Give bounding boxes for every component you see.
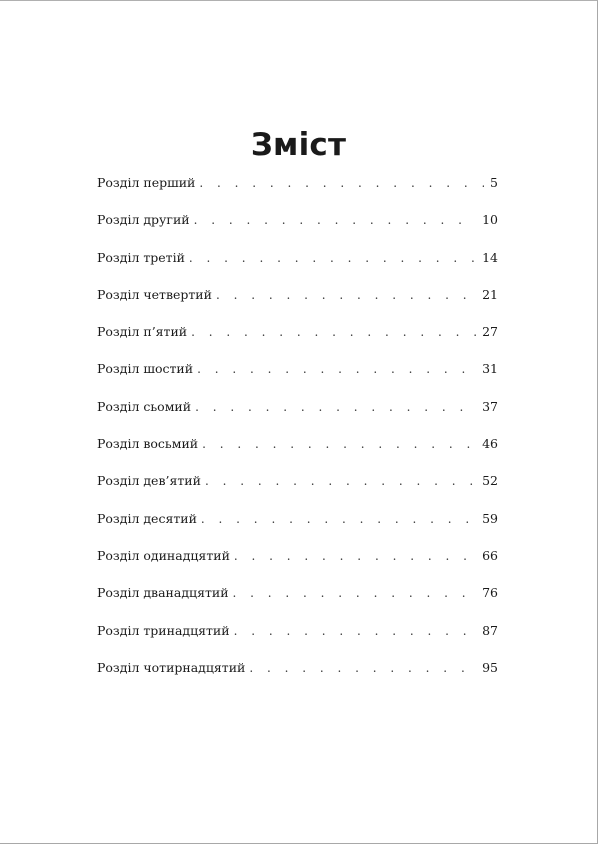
- dot-leader: [234, 549, 476, 563]
- toc-entry-label: Розділ тринадцятий: [97, 622, 230, 638]
- toc-entry-page: 37: [482, 398, 498, 414]
- toc-entry-label: Розділ чотирнадцятий: [97, 659, 246, 675]
- toc-entry-label: Розділ другий: [97, 212, 190, 228]
- toc-entry: [97, 585, 498, 622]
- toc-entry-label: Розділ третій: [97, 249, 185, 265]
- toc-entry: [97, 473, 498, 510]
- toc-entry: [97, 324, 498, 361]
- toc-entry-page: 21: [482, 286, 498, 302]
- toc-entry-page: 66: [482, 547, 498, 563]
- toc-entry: [97, 548, 498, 585]
- dot-leader: [191, 325, 476, 339]
- toc-entry-page: 5: [490, 175, 498, 190]
- toc-entry-page: 10: [482, 212, 498, 228]
- dot-leader: [201, 512, 476, 526]
- toc-entry: [97, 250, 498, 287]
- dot-leader: [199, 176, 484, 190]
- toc-entry-page: 14: [482, 249, 498, 265]
- toc-entry-label: Розділ четвертий: [97, 286, 212, 302]
- toc-entry: [97, 399, 498, 436]
- dot-leader: [197, 362, 476, 376]
- toc-entry: [97, 361, 498, 398]
- toc-entry-label: Розділ одинадцятий: [97, 547, 230, 563]
- toc-entry: [97, 511, 498, 548]
- toc-entry: [97, 212, 498, 249]
- toc-entry-label: Розділ п’ятий: [97, 324, 188, 340]
- toc-entry-page: 76: [482, 585, 498, 601]
- toc-entry-page: 31: [482, 361, 498, 377]
- toc-entry-page: 46: [482, 436, 498, 452]
- toc-entry-label: Розділ сьомий: [97, 398, 192, 414]
- page-title: Зміст: [250, 126, 347, 163]
- dot-leader: [194, 213, 476, 227]
- dot-leader: [234, 624, 477, 638]
- toc-entry-page: 95: [482, 659, 498, 675]
- toc-entry: [97, 287, 498, 324]
- toc-entry-label: Розділ восьмий: [97, 436, 199, 452]
- dot-leader: [205, 474, 476, 488]
- toc-entry: [97, 660, 498, 697]
- dot-leader: [202, 437, 476, 451]
- toc-entry-label: Розділ шостий: [97, 361, 194, 377]
- toc-entry: [97, 175, 498, 212]
- dot-leader: [189, 251, 476, 265]
- toc-entry: [97, 436, 498, 473]
- toc-entry-page: 27: [482, 324, 498, 340]
- toc-entry-label: Розділ десятий: [97, 510, 197, 526]
- toc-entry-page: 52: [482, 473, 498, 489]
- dot-leader: [249, 661, 476, 675]
- toc-entry-label: Розділ перший: [97, 175, 196, 190]
- dot-leader: [233, 586, 477, 600]
- toc-entry-page: 59: [482, 510, 498, 526]
- toc-entry: [97, 623, 498, 660]
- dot-leader: [195, 400, 476, 414]
- toc-entry-label: Розділ дванадцятий: [97, 585, 229, 601]
- dot-leader: [216, 288, 476, 302]
- table-of-contents: [97, 175, 498, 697]
- toc-entry-label: Розділ дев’ятий: [97, 473, 201, 489]
- toc-entry-page: 87: [482, 622, 498, 638]
